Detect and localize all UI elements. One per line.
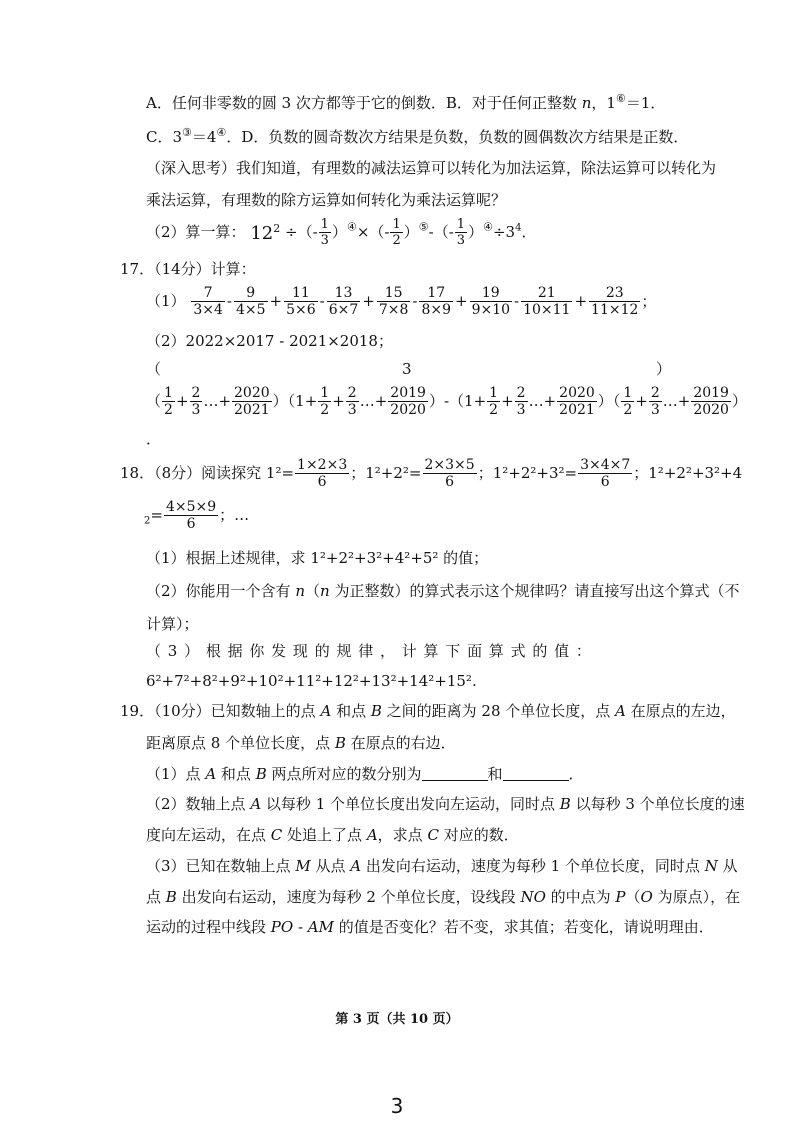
denominator: 6 — [317, 474, 327, 490]
q19-part2-line1 — [146, 797, 745, 812]
numerator: 2020 — [234, 385, 270, 401]
paren: ） — [272, 392, 288, 410]
numerator: 7 — [191, 286, 225, 302]
text: ，求点 — [377, 826, 428, 844]
text: ） — [468, 223, 484, 241]
q16-think-line1: （深入思考）我们知道，有理数的减法运算可以转化为加法运算，除法运算可以转化为 — [146, 159, 717, 177]
denominator: 3 — [320, 233, 329, 248]
denominator: 2 — [164, 402, 173, 418]
text: C．3 — [146, 128, 183, 146]
op: …+ — [203, 392, 232, 410]
fraction — [162, 386, 175, 417]
var-c: C — [427, 826, 439, 844]
op: + — [332, 392, 345, 410]
fraction — [649, 386, 662, 417]
exponent: 2 — [273, 221, 281, 235]
denominator: 9×10 — [471, 302, 511, 318]
numerator: 2020 — [559, 385, 595, 401]
text: 12 — [250, 222, 274, 244]
var-a: A — [205, 765, 217, 783]
denominator: 6 — [600, 474, 610, 490]
text: - — [293, 918, 308, 936]
paren: （ — [146, 392, 162, 410]
fraction — [521, 286, 572, 317]
denominator: 3 — [650, 402, 660, 418]
text: 度向左运动，在点 — [146, 826, 271, 844]
fraction — [232, 386, 272, 417]
q19-part3-line2 — [146, 890, 740, 905]
operator: + — [455, 292, 468, 310]
denominator: 10×11 — [523, 302, 571, 318]
fraction — [191, 286, 225, 317]
operator: + — [269, 292, 283, 310]
answer-blank[interactable] — [422, 766, 488, 781]
fraction — [318, 386, 331, 417]
numerator: 1×2×3 — [297, 457, 348, 473]
text: -（- — [428, 223, 454, 241]
numerator: 1 — [164, 385, 173, 401]
fraction — [557, 386, 597, 417]
operator: + — [362, 292, 375, 310]
text: 在原点的右边． — [345, 734, 456, 752]
denominator: 3 — [516, 402, 526, 418]
text: 距离原点 8 个单位长度，点 — [146, 734, 335, 752]
numerator: 1 — [456, 217, 466, 232]
fraction — [388, 386, 428, 417]
q17-part2: （2）2022×2017 - 2021×2018； — [146, 332, 393, 350]
denominator: 6×7 — [328, 302, 359, 318]
numerator: 2019 — [390, 385, 426, 401]
q17-part3-period: ． — [146, 430, 162, 448]
var-p: P — [615, 888, 626, 906]
var-n: n — [295, 582, 305, 600]
fraction — [327, 286, 361, 317]
exponent: 2 — [144, 515, 151, 527]
var-b: B — [559, 795, 571, 813]
text: 在原点的左边， — [625, 702, 736, 720]
text: 的中点为 — [545, 888, 616, 906]
denominator: 11×12 — [591, 302, 639, 318]
text: 18．（8分）阅读探究 — [120, 464, 262, 482]
text: 的值是否变化？若不变，求其值；若变化，请说明理由． — [333, 918, 714, 936]
q18-part3-line1: （ 3 ） 根 据 你 发 现 的 规 律 ， 计 算 下 面 算 式 的 值 ： — [146, 642, 591, 660]
text: ） — [331, 223, 347, 241]
var-n: n — [320, 582, 330, 600]
var-m: M — [295, 857, 311, 875]
text: 为正整数）的算式表示这个规律吗？请直接写出这个算式（不 — [329, 582, 740, 600]
operator: - — [319, 292, 325, 310]
denominator: 5×6 — [286, 302, 316, 318]
numerator: 11 — [284, 286, 318, 302]
fraction — [377, 286, 411, 317]
paren: ） — [731, 392, 747, 410]
denominator: 2020 — [693, 402, 729, 418]
fraction — [190, 386, 203, 417]
numerator: 15 — [377, 286, 411, 302]
fraction — [487, 386, 500, 417]
fraction — [621, 386, 634, 417]
text: 和 — [487, 765, 503, 783]
text: 对应的数． — [438, 826, 519, 844]
fraction — [234, 286, 268, 317]
denominator: 2021 — [559, 402, 595, 418]
text: （1）点 — [146, 765, 206, 783]
text: ，1 — [591, 94, 616, 112]
numerator: 2×3×5 — [424, 457, 475, 473]
text: （ — [304, 582, 320, 600]
q16-options-ab — [146, 93, 665, 111]
q16-options-cd — [146, 127, 688, 145]
denominator: 3×4 — [193, 302, 223, 318]
circled-exponent: ④ — [346, 220, 357, 234]
paren: ） — [597, 392, 613, 410]
fraction — [390, 218, 402, 247]
text: ÷3 — [492, 223, 516, 241]
numerator: 2 — [191, 385, 201, 401]
text: 处追上了点 — [282, 826, 367, 844]
fraction — [319, 218, 331, 247]
text: 和点 — [216, 765, 256, 783]
q19-line2 — [146, 736, 456, 751]
circled-exponent: ④ — [216, 126, 227, 139]
page-number: 3 — [390, 1094, 404, 1118]
text: 19．（10分）已知数轴上的点 — [120, 702, 321, 720]
numerator: 1 — [489, 385, 499, 401]
numerator: 2 — [347, 385, 357, 401]
text: 1²= — [265, 464, 295, 482]
text: 出发向右运动，速度为每秒 1 个单位长度，同时点 — [361, 857, 705, 875]
text: 点 — [146, 888, 166, 906]
op: + — [635, 392, 648, 410]
denominator: 2021 — [234, 402, 270, 418]
var-am: AM — [307, 918, 334, 936]
text: ． — [568, 765, 584, 783]
text: A．任何非零数的圆 3 次方都等于它的倒数．B．对于任何正整数 — [146, 94, 582, 112]
text: （2）你能用一个含有 — [146, 582, 296, 600]
q19-part3-line1 — [146, 859, 738, 874]
fraction — [515, 386, 528, 417]
exponent: 4 — [515, 222, 522, 234]
text: 两点所对应的数分别为 — [266, 765, 422, 783]
var-n: n — [581, 94, 592, 112]
op: + — [175, 392, 189, 410]
denominator: 8×9 — [421, 302, 451, 318]
text: ＝4 — [191, 128, 217, 146]
denominator: 4×5 — [235, 302, 266, 318]
q19-line1 — [120, 704, 736, 719]
fraction — [346, 386, 359, 417]
operator: - — [514, 292, 520, 310]
q17-title: 17．（14分）计算： — [120, 260, 256, 278]
numerator: 2 — [516, 385, 526, 401]
var-n: N — [704, 857, 718, 875]
numerator: 1 — [392, 217, 401, 232]
text: 出发向右运动，速度为每秒 2 个单位长度，设线段 — [176, 888, 521, 906]
q19-part3-line3 — [146, 920, 714, 935]
q18-line2 — [144, 500, 249, 531]
denominator: 2 — [320, 402, 330, 418]
text: 从 — [717, 857, 738, 875]
text: 从点 — [310, 857, 351, 875]
text: 以每秒 3 个单位长度的速 — [570, 795, 745, 813]
numerator: 19 — [470, 286, 512, 302]
q18-part2-line2: 计算）； — [146, 615, 199, 633]
operator: - — [412, 292, 418, 310]
circled-exponent: ⑤ — [418, 220, 429, 234]
operator: + — [574, 292, 588, 310]
denominator: 3 — [347, 402, 357, 418]
text: （ — [625, 888, 641, 906]
q17-part1 — [146, 286, 656, 317]
text: ） — [403, 223, 419, 241]
text: （2）数轴上点 — [146, 795, 251, 813]
var-a: A — [350, 857, 362, 875]
text: 为原点），在 — [652, 888, 741, 906]
var-c: C — [270, 826, 283, 844]
fraction — [423, 458, 477, 489]
q16-part2 — [146, 218, 536, 247]
denominator: 2020 — [390, 402, 426, 418]
var-a: A — [366, 826, 378, 844]
num-12 — [250, 223, 280, 244]
numerator: 9 — [234, 286, 268, 302]
op: - — [443, 392, 450, 410]
text: 运动的过程中线段 — [146, 918, 271, 936]
numerator: 21 — [521, 286, 572, 302]
q17-part3-number: 3 — [402, 360, 412, 378]
numerator: 3×4×7 — [580, 457, 631, 473]
fraction — [691, 386, 731, 417]
text: ；1²+2²+3²= — [477, 464, 578, 482]
paren: （1+ — [449, 392, 487, 410]
fraction — [470, 286, 512, 317]
denominator: 2 — [489, 402, 499, 418]
text: ．D．负数的圆奇数次方结果是负数，负数的圆偶数次方结果是正数． — [226, 128, 689, 146]
text: 之间的距离为 28 个单位长度，点 — [381, 702, 616, 720]
var-po: PO — [270, 918, 294, 936]
numerator: 1 — [320, 217, 329, 232]
var-a: A — [250, 795, 262, 813]
q18-line1 — [120, 458, 742, 489]
page-footer-label: 第 3 页（共 10 页） — [335, 1012, 459, 1027]
q18-part2-line1 — [146, 584, 739, 599]
denominator: 2 — [623, 402, 633, 418]
q17-part3-open: （ — [146, 360, 162, 378]
op: …+ — [528, 392, 557, 410]
numerator: 23 — [589, 286, 640, 302]
var-no: NO — [520, 888, 546, 906]
q17-part3-close: ） — [656, 360, 672, 378]
text: ；1²+2²+3²+4 — [633, 464, 743, 482]
text: （3）已知在数轴上点 — [146, 857, 296, 875]
text: ×（- — [356, 223, 390, 241]
text: ． — [521, 223, 537, 241]
numerator: 17 — [419, 286, 453, 302]
var-b: B — [370, 702, 382, 720]
denominator: 6 — [445, 474, 455, 490]
circled-exponent: ④ — [483, 220, 493, 234]
paren: ） — [428, 392, 444, 410]
fraction — [578, 458, 632, 489]
text: ；… — [219, 506, 250, 524]
numerator: 1 — [320, 385, 330, 401]
q19-part1 — [146, 766, 584, 782]
denominator: 3 — [191, 402, 201, 418]
var-a: A — [615, 702, 626, 720]
q18-part3-line2: 6²+7²+8²+9²+10²+11²+12²+13²+14²+15². — [146, 672, 477, 690]
op: …+ — [359, 392, 388, 410]
text: = — [150, 506, 163, 524]
op: …+ — [662, 392, 691, 410]
fraction — [455, 218, 467, 247]
answer-blank[interactable] — [503, 766, 569, 781]
fraction — [284, 286, 318, 317]
numerator: 4×5×9 — [165, 499, 217, 515]
text: （1） — [146, 292, 186, 310]
var-b: B — [255, 765, 267, 783]
fraction — [589, 286, 640, 317]
denominator: 3 — [456, 233, 466, 248]
text: 以每秒 1 个单位长度出发向左运动，同时点 — [261, 795, 560, 813]
circled-exponent: ⑥ — [615, 92, 626, 105]
var-b: B — [334, 734, 346, 752]
denominator: 6 — [186, 516, 196, 532]
paren: （ — [612, 392, 621, 410]
text: （2）算一算： — [146, 223, 246, 241]
numerator: 2 — [650, 385, 660, 401]
q17-fraction-series — [190, 285, 657, 318]
text: ÷（- — [285, 223, 318, 241]
var-o: O — [640, 888, 653, 906]
text: 和点 — [331, 702, 371, 720]
op: + — [501, 392, 514, 410]
circled-exponent: ③ — [182, 126, 192, 139]
text: ； — [641, 292, 657, 310]
q16-think-line2: 乘法运算，有理数的除方运算如何转化为乘法运算呢？ — [146, 191, 507, 209]
q17-part3-expression — [146, 386, 747, 417]
fraction — [419, 286, 453, 317]
fraction — [164, 500, 218, 531]
fraction — [295, 458, 349, 489]
text: ；1²+2²= — [350, 464, 422, 482]
q19-part2-line2 — [146, 828, 519, 843]
denominator: 2 — [392, 233, 401, 248]
var-a: A — [320, 702, 332, 720]
numerator: 13 — [327, 286, 361, 302]
operator: - — [226, 292, 232, 310]
text: ＝1． — [625, 94, 666, 112]
q18-part1: （1）根据上述规律，求 1²+2²+3²+4²+5² 的值； — [146, 549, 489, 567]
denominator: 7×8 — [378, 302, 409, 318]
numerator: 2019 — [693, 385, 729, 401]
var-b: B — [165, 888, 177, 906]
numerator: 1 — [623, 385, 633, 401]
paren: （1+ — [287, 392, 318, 410]
